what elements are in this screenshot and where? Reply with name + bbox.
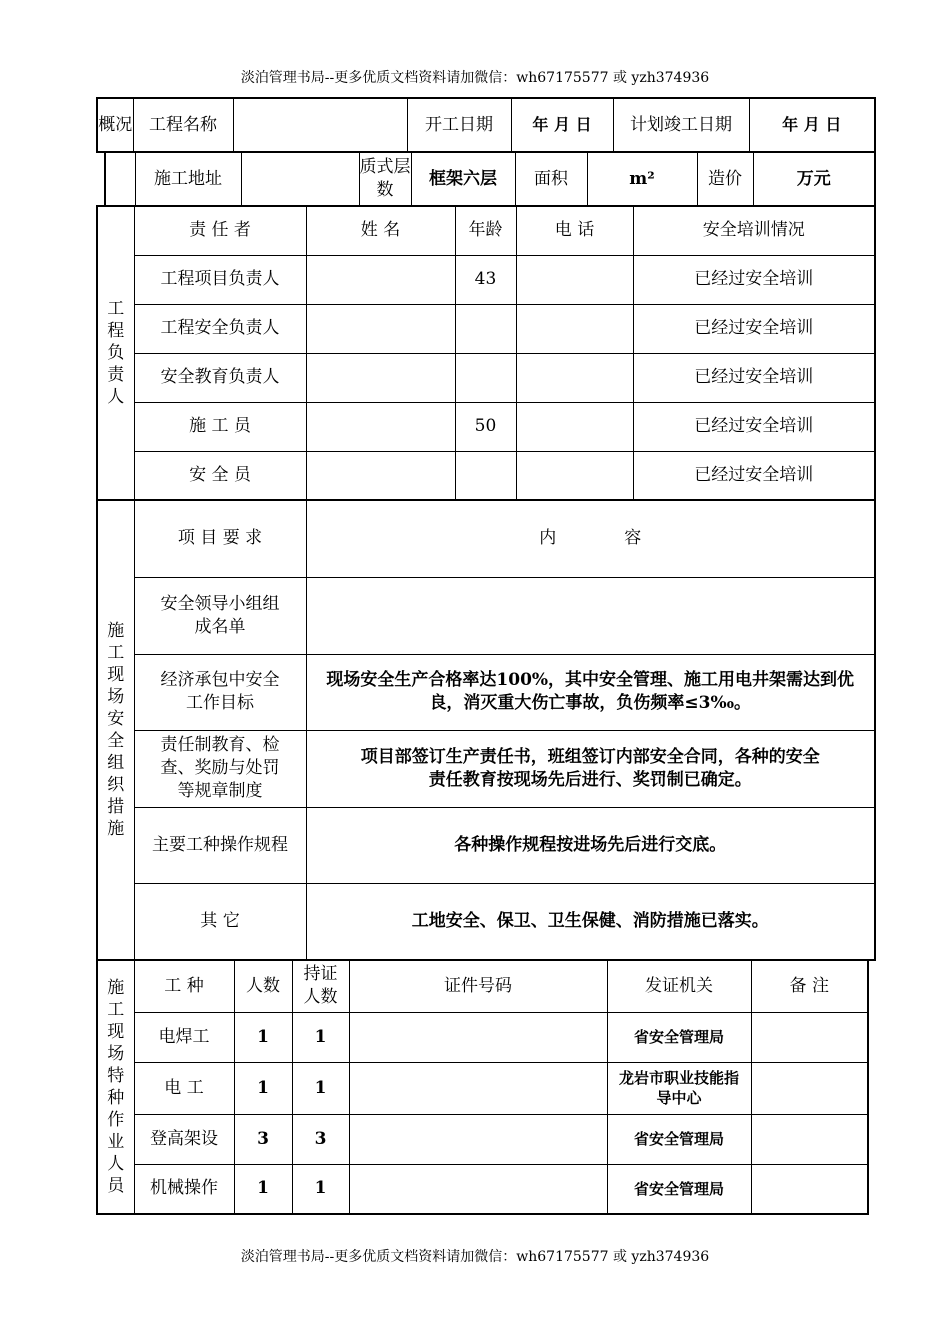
name-cell (306, 304, 455, 353)
cert-no-cell (349, 1164, 607, 1214)
table-row (97, 1164, 868, 1214)
content-cell: 现场安全生产合格率达100%，其中安全管理、施工用电井架需达到优良，消灭重大伤亡事故，负伤频率≤3‰。 (306, 654, 875, 730)
address-label: 施工地址 (135, 152, 241, 206)
phone-cell (516, 402, 633, 451)
responsible-section-label: 工 程 负 责 人 (97, 206, 134, 500)
certified-cell: 3 (292, 1114, 349, 1164)
training-cell: 已经过安全培训 (633, 304, 875, 353)
content-cell: 各种操作规程按进场先后进行交底。 (306, 807, 875, 883)
col-header-type: 工 种 (134, 960, 234, 1012)
col-header-item: 项 目 要 求 (134, 500, 306, 577)
certified-cell: 1 (292, 1012, 349, 1062)
phone-cell (516, 304, 633, 353)
item-cell: 经济承包中安全工作目标 (134, 654, 306, 730)
table-row (97, 730, 875, 807)
type-cell: 电焊工 (134, 1012, 234, 1062)
cost-label: 造价 (697, 152, 753, 206)
type-cell: 机械操作 (134, 1164, 234, 1214)
age-cell: 43 (455, 255, 516, 304)
training-cell: 已经过安全培训 (633, 255, 875, 304)
name-cell (306, 451, 455, 500)
role-cell: 工程安全负责人 (134, 304, 306, 353)
page-footer: 淡泊管理书局--更多优质文档资料请加微信：wh67175577 或 yzh374936 (240, 1249, 710, 1265)
cost-unit: 万元 (753, 152, 875, 206)
training-cell: 已经过安全培训 (633, 451, 875, 500)
issuer-cell: 省安全管理局 (607, 1114, 751, 1164)
area-unit: m² (587, 152, 697, 206)
item-cell: 其 它 (134, 883, 306, 960)
overview-table-row2 (104, 151, 876, 207)
structure-value: 框架六层 (411, 152, 515, 206)
table-row (97, 807, 875, 883)
table-row (97, 255, 875, 304)
age-cell (455, 451, 516, 500)
age-cell (455, 353, 516, 402)
measures-section-label: 施 工 现 场 安 全 组 织 措 施 (97, 500, 134, 960)
planned-completion-value: 年 月 日 (749, 98, 875, 152)
remark-cell (751, 1062, 868, 1114)
content-cell: 项目部签订生产责任书，班组签订内部安全合同，各种的安全责任教育按现场先后进行、奖罚制已确定。 (306, 730, 875, 807)
area-label: 面积 (515, 152, 587, 206)
start-date-value: 年 月 日 (511, 98, 613, 152)
table-row (97, 402, 875, 451)
issuer-cell: 龙岩市职业技能指导中心 (607, 1062, 751, 1114)
count-cell: 1 (234, 1012, 292, 1062)
table-row (97, 353, 875, 402)
phone-cell (516, 451, 633, 500)
remark-cell (751, 1012, 868, 1062)
table-row (97, 1012, 868, 1062)
start-date-label: 开工日期 (407, 98, 511, 152)
issuer-cell: 省安全管理局 (607, 1164, 751, 1214)
address-value (241, 152, 359, 206)
content-cell (306, 577, 875, 654)
col-header-training: 安全培训情况 (633, 206, 875, 255)
table-row (97, 883, 875, 960)
cert-no-cell (349, 1012, 607, 1062)
type-cell: 电 工 (134, 1062, 234, 1114)
col-header-role: 责 任 者 (134, 206, 306, 255)
item-cell: 安全领导小组组成名单 (134, 577, 306, 654)
item-cell: 主要工种操作规程 (134, 807, 306, 883)
phone-cell (516, 255, 633, 304)
role-cell: 施 工 员 (134, 402, 306, 451)
overview-blank-cell (105, 152, 135, 206)
table-row (97, 304, 875, 353)
col-header-name: 姓 名 (306, 206, 455, 255)
cert-no-cell (349, 1062, 607, 1114)
structure-label: 质式层数 (359, 152, 411, 206)
name-cell (306, 402, 455, 451)
age-cell: 50 (455, 402, 516, 451)
special-workers-section-label: 施 工 现 场 特 种 作 业 人 员 (97, 960, 134, 1214)
type-cell: 登高架设 (134, 1114, 234, 1164)
col-header-phone: 电 话 (516, 206, 633, 255)
planned-completion-label: 计划竣工日期 (613, 98, 749, 152)
count-cell: 1 (234, 1164, 292, 1214)
issuer-cell: 省安全管理局 (607, 1012, 751, 1062)
certified-cell: 1 (292, 1164, 349, 1214)
table-row (97, 654, 875, 730)
name-cell (306, 255, 455, 304)
col-header-remark: 备 注 (751, 960, 868, 1012)
project-name-value (233, 98, 407, 152)
table-row (97, 577, 875, 654)
page-header: 淡泊管理书局--更多优质文档资料请加微信：wh67175577 或 yzh374936 (240, 70, 710, 86)
remark-cell (751, 1114, 868, 1164)
content-cell: 工地安全、保卫、卫生保健、消防措施已落实。 (306, 883, 875, 960)
col-header-age: 年龄 (455, 206, 516, 255)
measures-table (96, 499, 876, 961)
phone-cell (516, 353, 633, 402)
role-cell: 安全教育负责人 (134, 353, 306, 402)
col-header-count: 人数 (234, 960, 292, 1012)
item-cell: 责任制教育、检查、奖励与处罚等规章制度 (134, 730, 306, 807)
role-cell: 工程项目负责人 (134, 255, 306, 304)
overview-section-label: 概况 (97, 98, 133, 152)
col-header-cert-no: 证件号码 (349, 960, 607, 1012)
training-cell: 已经过安全培训 (633, 353, 875, 402)
certified-cell: 1 (292, 1062, 349, 1114)
remark-cell (751, 1164, 868, 1214)
table-row (97, 451, 875, 500)
count-cell: 1 (234, 1062, 292, 1114)
col-header-content: 内 容 (306, 500, 875, 577)
training-cell: 已经过安全培训 (633, 402, 875, 451)
table-row (97, 1062, 868, 1114)
responsible-table (96, 205, 876, 501)
overview-table-row1 (96, 97, 876, 153)
age-cell (455, 304, 516, 353)
col-header-issuer: 发证机关 (607, 960, 751, 1012)
name-cell (306, 353, 455, 402)
project-name-label: 工程名称 (133, 98, 233, 152)
col-header-certified: 持证人数 (292, 960, 349, 1012)
count-cell: 3 (234, 1114, 292, 1164)
table-row (97, 1114, 868, 1164)
role-cell: 安 全 员 (134, 451, 306, 500)
cert-no-cell (349, 1114, 607, 1164)
special-workers-table (96, 959, 869, 1215)
